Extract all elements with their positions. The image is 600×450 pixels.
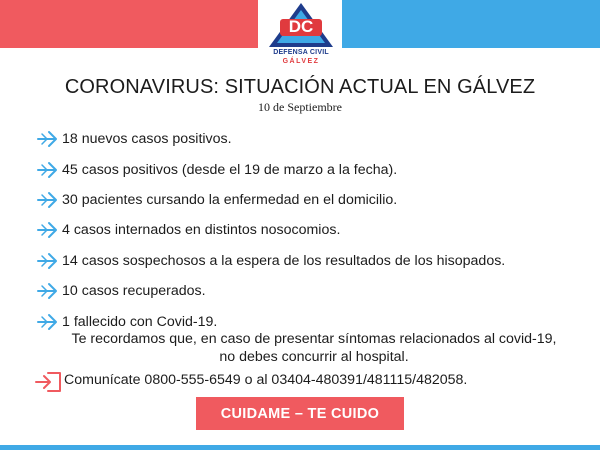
list-item-text: 14 casos sospechosos a la espera de los resultados de los hisopados. xyxy=(62,252,506,269)
arrow-right-icon xyxy=(36,160,60,180)
case-list xyxy=(36,124,596,337)
list-item-text: 10 casos recuperados. xyxy=(62,283,206,300)
arrow-right-icon xyxy=(36,220,60,240)
cuidame-banner-button[interactable]: CUIDAME – TE CUIDO xyxy=(196,397,404,430)
list-item-text: 18 nuevos casos positivos. xyxy=(62,131,232,148)
report-date: 10 de Septiembre xyxy=(258,100,342,114)
page-title: CORONAVIRUS: SITUACIÓN ACTUAL EN GÁLVEZ xyxy=(64,76,536,98)
list-item-text: 30 pacientes cursando la enfermedad en el domicilio. xyxy=(62,191,398,208)
arrow-right-icon xyxy=(36,129,60,149)
list-item-text: 1 fallecido con Covid-19. xyxy=(62,313,218,330)
logo-city-text: GÁLVEZ xyxy=(282,58,320,65)
arrow-right-icon xyxy=(36,251,60,271)
contact-phone-text: Comunícate 0800-555-6549 o al 03404-480391/481115/482058. xyxy=(64,372,468,388)
hospital-reminder: Te recordamos que, en caso de presentar síntomas relacionados al covid-19, no debes concurrir al hospital. xyxy=(71,331,557,365)
arrow-right-icon xyxy=(36,190,60,210)
arrow-right-icon xyxy=(36,281,60,301)
list-item-text: 4 casos internados en distintos nosocomios. xyxy=(62,222,341,239)
contact-line xyxy=(34,370,467,390)
civil-defense-logo xyxy=(263,0,339,70)
list-item xyxy=(36,124,596,154)
footer-band-blue xyxy=(0,445,600,450)
list-item xyxy=(36,154,596,184)
enter-arrow-icon xyxy=(34,370,64,390)
list-item xyxy=(36,185,596,215)
header-band-blue xyxy=(342,0,600,48)
list-item xyxy=(36,215,596,245)
logo-org-text: DEFENSA CIVIL xyxy=(273,49,329,56)
header-band-red xyxy=(0,0,258,48)
arrow-right-icon xyxy=(36,312,60,332)
list-item xyxy=(36,246,596,276)
list-item-text: 45 casos positivos (desde el 19 de marzo a la fecha). xyxy=(62,161,398,178)
logo-dc-text: DC xyxy=(288,17,314,36)
list-item xyxy=(36,276,596,306)
